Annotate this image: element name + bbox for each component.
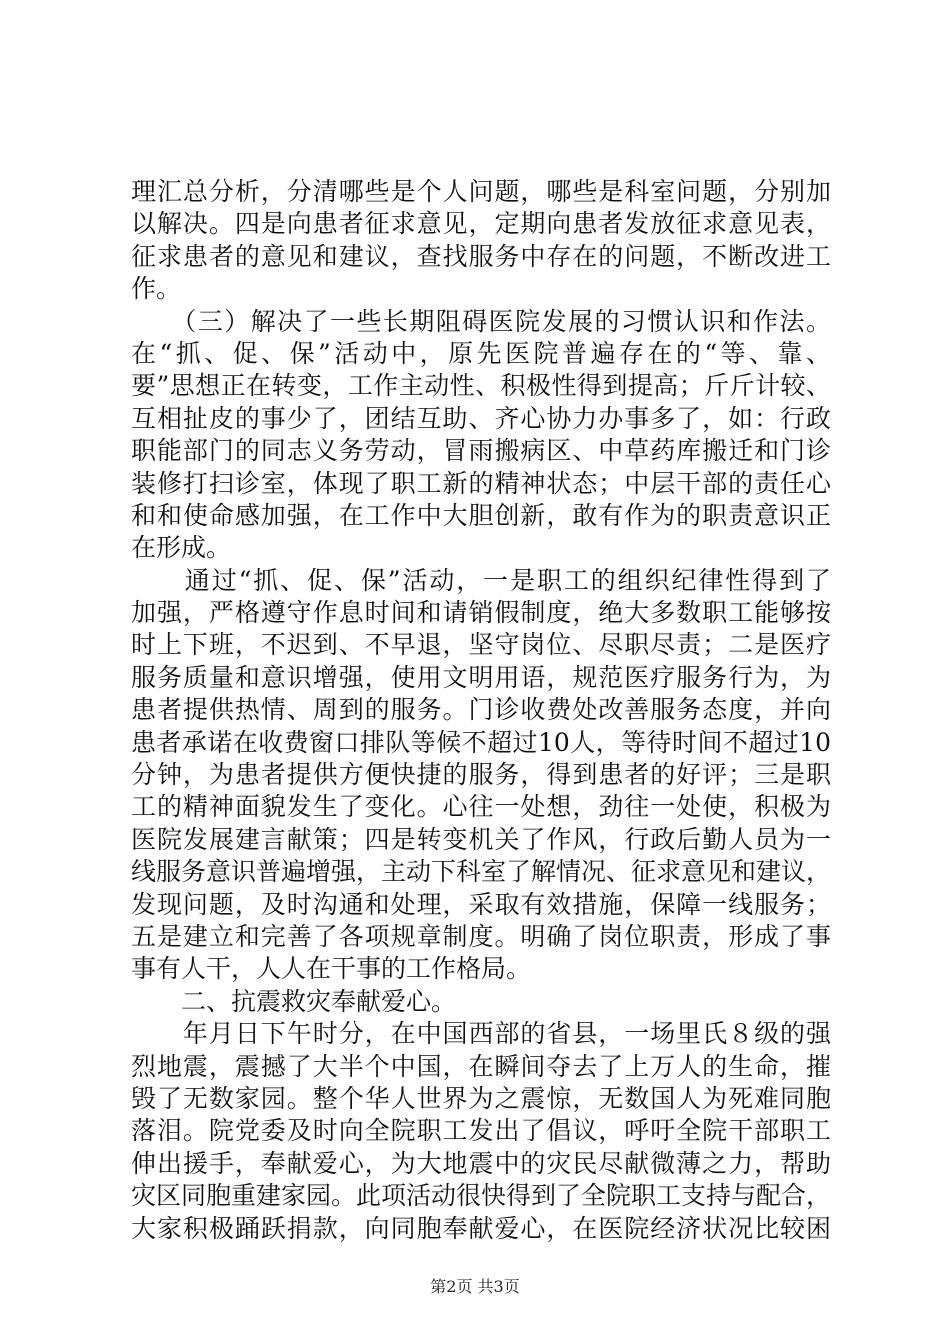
text-line: （三）解决了一些长期阻碍医院发展的习惯认识和作法。 xyxy=(131,306,831,336)
text-line: 烈地震，震撼了大半个中国，在瞬间夺去了上万人的生命，摧 xyxy=(131,1051,831,1081)
text-line: 时上下班，不迟到、不早退，坚守岗位、尽职尽责；二是医疗 xyxy=(131,630,831,660)
text-line: 二、抗震救灾奉献爱心。 xyxy=(131,986,457,1016)
text-line: 服务质量和意识增强，使用文明用语，规范医疗服务行为，为 xyxy=(131,662,831,692)
text-line: 在形成。 xyxy=(131,533,232,563)
text-line: 和和使命感加强，在工作中大胆创新，敢有作为的职责意识正 xyxy=(131,500,831,530)
text-line: 装修打扫诊室，体现了职工新的精神状态；中层干部的责任心 xyxy=(131,468,831,498)
text-line: 在“抓、促、保”活动中，原先医院普遍存在的“等、靠、 xyxy=(131,338,831,368)
text-line: 征求患者的意见和建议，查找服务中存在的问题，不断改进工 xyxy=(131,241,831,271)
text-line: 工的精神面貌发生了变化。心往一处想，劲往一处使，积极为 xyxy=(131,792,831,822)
text-line: 通过“抓、促、保”活动，一是职工的组织纪律性得到了 xyxy=(131,565,831,595)
text-line: 分钟，为患者提供方便快捷的服务，得到患者的好评；三是职 xyxy=(131,760,831,790)
text-line: 医院发展建言献策；四是转变机关了作风，行政后勤人员为一 xyxy=(131,824,831,854)
text-line: 落泪。院党委及时向全院职工发出了倡议，呼吁全院干部职工 xyxy=(131,1116,831,1146)
text-line: 要”思想正在转变，工作主动性、积极性得到提高；斤斤计较、 xyxy=(131,371,831,401)
text-line: 加强，严格遵守作息时间和请销假制度，绝大多数职工能够按 xyxy=(131,598,831,628)
text-line: 灾区同胞重建家园。此项活动很快得到了全院职工支持与配合， xyxy=(131,1181,832,1211)
text-line: 毁了无数家园。整个华人世界为之震惊，无数国人为死难同胞 xyxy=(131,1083,831,1113)
text-line: 患者提供热情、周到的服务。门诊收费处改善服务态度，并向 xyxy=(131,695,831,725)
text-line: 大家积极踊跃捐款，向同胞奉献爱心，在医院经济状况比较困 xyxy=(131,1213,831,1243)
document-body xyxy=(131,176,831,1245)
text-line: 线服务意识普遍增强，主动下科室了解情况、征求意见和建议， xyxy=(131,857,832,887)
text-line: 患者承诺在收费窗口排队等候不超过10人，等待时间不超过10 xyxy=(131,727,831,757)
page-number-footer: 第2页 共3页 xyxy=(430,1277,520,1296)
text-line: 以解决。四是向患者征求意见，定期向患者发放征求意见表， xyxy=(131,209,831,239)
text-line: 发现问题，及时沟通和处理，采取有效措施，保障一线服务； xyxy=(131,889,831,919)
text-line: 事有人干，人人在干事的工作格局。 xyxy=(131,954,532,984)
text-line: 伸出援手，奉献爱心，为大地震中的灾民尽献微薄之力，帮助 xyxy=(131,1148,831,1178)
text-line: 作。 xyxy=(131,274,182,304)
text-line: 五是建立和完善了各项规章制度。明确了岗位职责，形成了事 xyxy=(131,921,831,951)
text-line: 年月日下午时分，在中国西部的省县，一场里氏８级的强 xyxy=(131,1019,831,1049)
text-line: 理汇总分析，分清哪些是个人问题，哪些是科室问题，分别加 xyxy=(131,177,831,206)
text-line: 职能部门的同志义务劳动，冒雨搬病区、中草药库搬迁和门诊 xyxy=(131,436,831,466)
text-line: 互相扯皮的事少了，团结互助、齐心协力办事多了，如：行政 xyxy=(131,403,831,433)
